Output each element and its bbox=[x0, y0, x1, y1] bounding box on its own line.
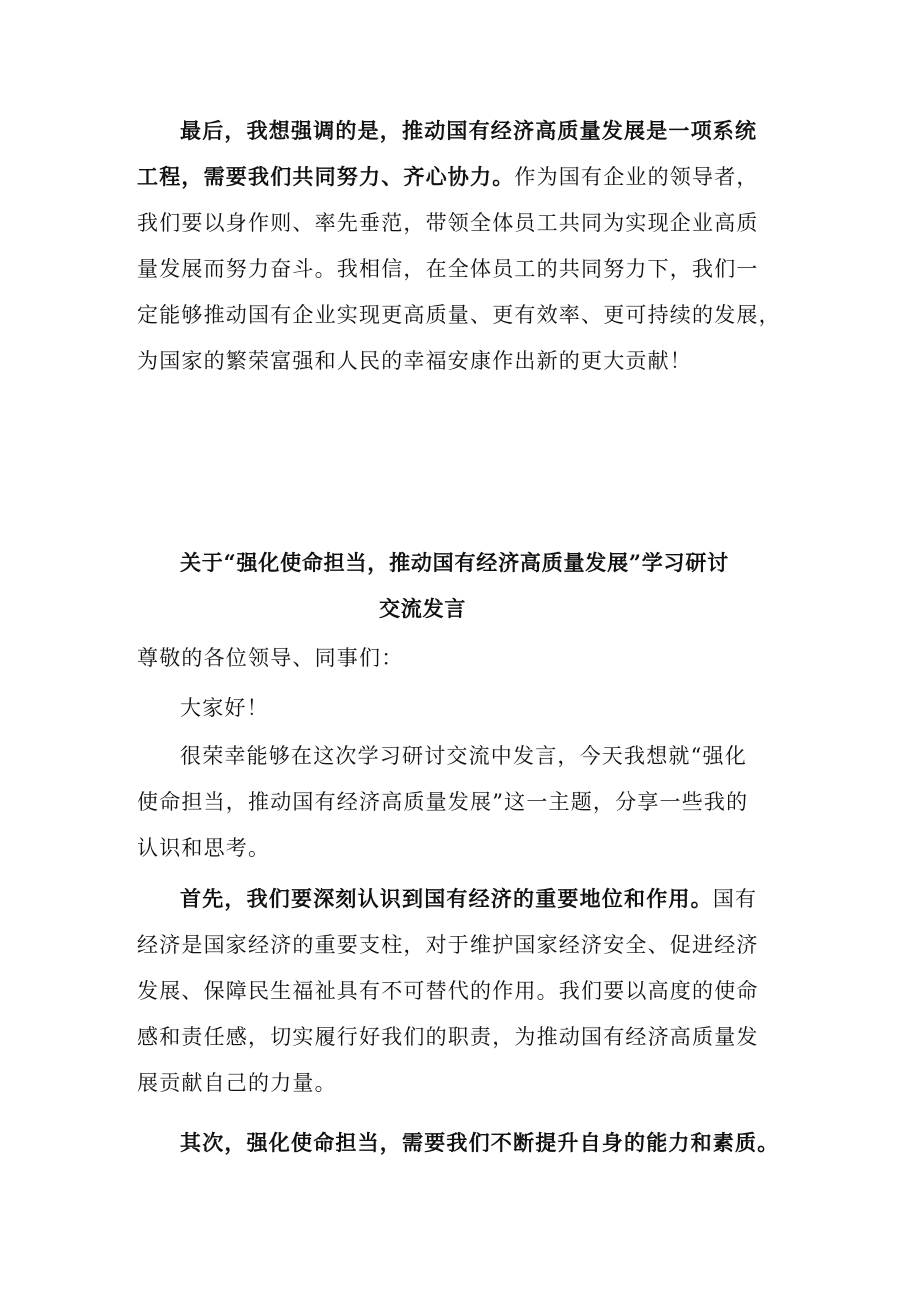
closing-text: 为国家的繁荣富强和人民的幸福安康作出新的更大贡献！ bbox=[137, 349, 692, 373]
title-line-1: 关于“强化使命担当，推动国有经济高质量发展”学习研讨 bbox=[180, 550, 729, 575]
first-line-3 bbox=[137, 976, 759, 1006]
title-line-2: 交流发言 bbox=[379, 596, 467, 621]
closing-line-3 bbox=[137, 208, 759, 238]
closing-line-2 bbox=[137, 162, 759, 192]
salutation: 尊敬的各位领导、同事们： bbox=[137, 646, 404, 670]
first-text: 国有 bbox=[712, 887, 758, 911]
first-line-1 bbox=[180, 884, 757, 914]
first-line-2 bbox=[137, 930, 759, 960]
closing-line-6 bbox=[137, 346, 692, 376]
intro-line-2: 使命担当，推动国有经济高质量发展”这一主题，分享一些我的 bbox=[137, 790, 749, 814]
intro-line-1: 很荣幸能够在这次学习研讨交流中发言，今天我想就“强化 bbox=[180, 744, 747, 768]
closing-bold: 工程，需要我们共同努力、齐心协力。 bbox=[137, 164, 515, 189]
first-text: 感和责任感，切实履行好我们的职责，为推动国有经济高质量发 bbox=[137, 1025, 759, 1049]
closing-text: 作为国有企业的领导者， bbox=[514, 165, 759, 189]
first-text: 展贡献自己的力量。 bbox=[137, 1071, 337, 1095]
intro-line-3: 认识和思考。 bbox=[137, 836, 271, 860]
closing-text: 定能够推动国有企业实现更高质量、更有效率、更可持续的发展， bbox=[137, 303, 781, 327]
second-line-1 bbox=[180, 1128, 779, 1158]
closing-text: 我们要以身作则、率先垂范，带领全体员工共同为实现企业高质 bbox=[137, 211, 759, 235]
first-line-4 bbox=[137, 1022, 759, 1052]
first-text: 发展、保障民生福祉具有不可替代的作用。我们要以高度的使命 bbox=[137, 979, 759, 1003]
closing-text: 量发展而努力奋斗。我相信，在全体员工的共同努力下，我们一 bbox=[137, 257, 759, 281]
closing-bold: 最后，我想强调的是，推动国有经济高质量发展是一项系统 bbox=[180, 118, 758, 143]
second-bold: 其次，强化使命担当，需要我们不断提升自身的能力和素质。 bbox=[180, 1130, 780, 1155]
first-text: 经济是国家经济的重要支柱，对于维护国家经济安全、促进经济 bbox=[137, 933, 759, 957]
first-bold: 首先，我们要深刻认识到国有经济的重要地位和作用。 bbox=[180, 886, 713, 911]
closing-line-1 bbox=[180, 116, 757, 146]
closing-line-4 bbox=[137, 254, 759, 284]
closing-line-5 bbox=[137, 300, 781, 330]
greeting: 大家好！ bbox=[180, 696, 269, 720]
first-line-5 bbox=[137, 1068, 337, 1098]
